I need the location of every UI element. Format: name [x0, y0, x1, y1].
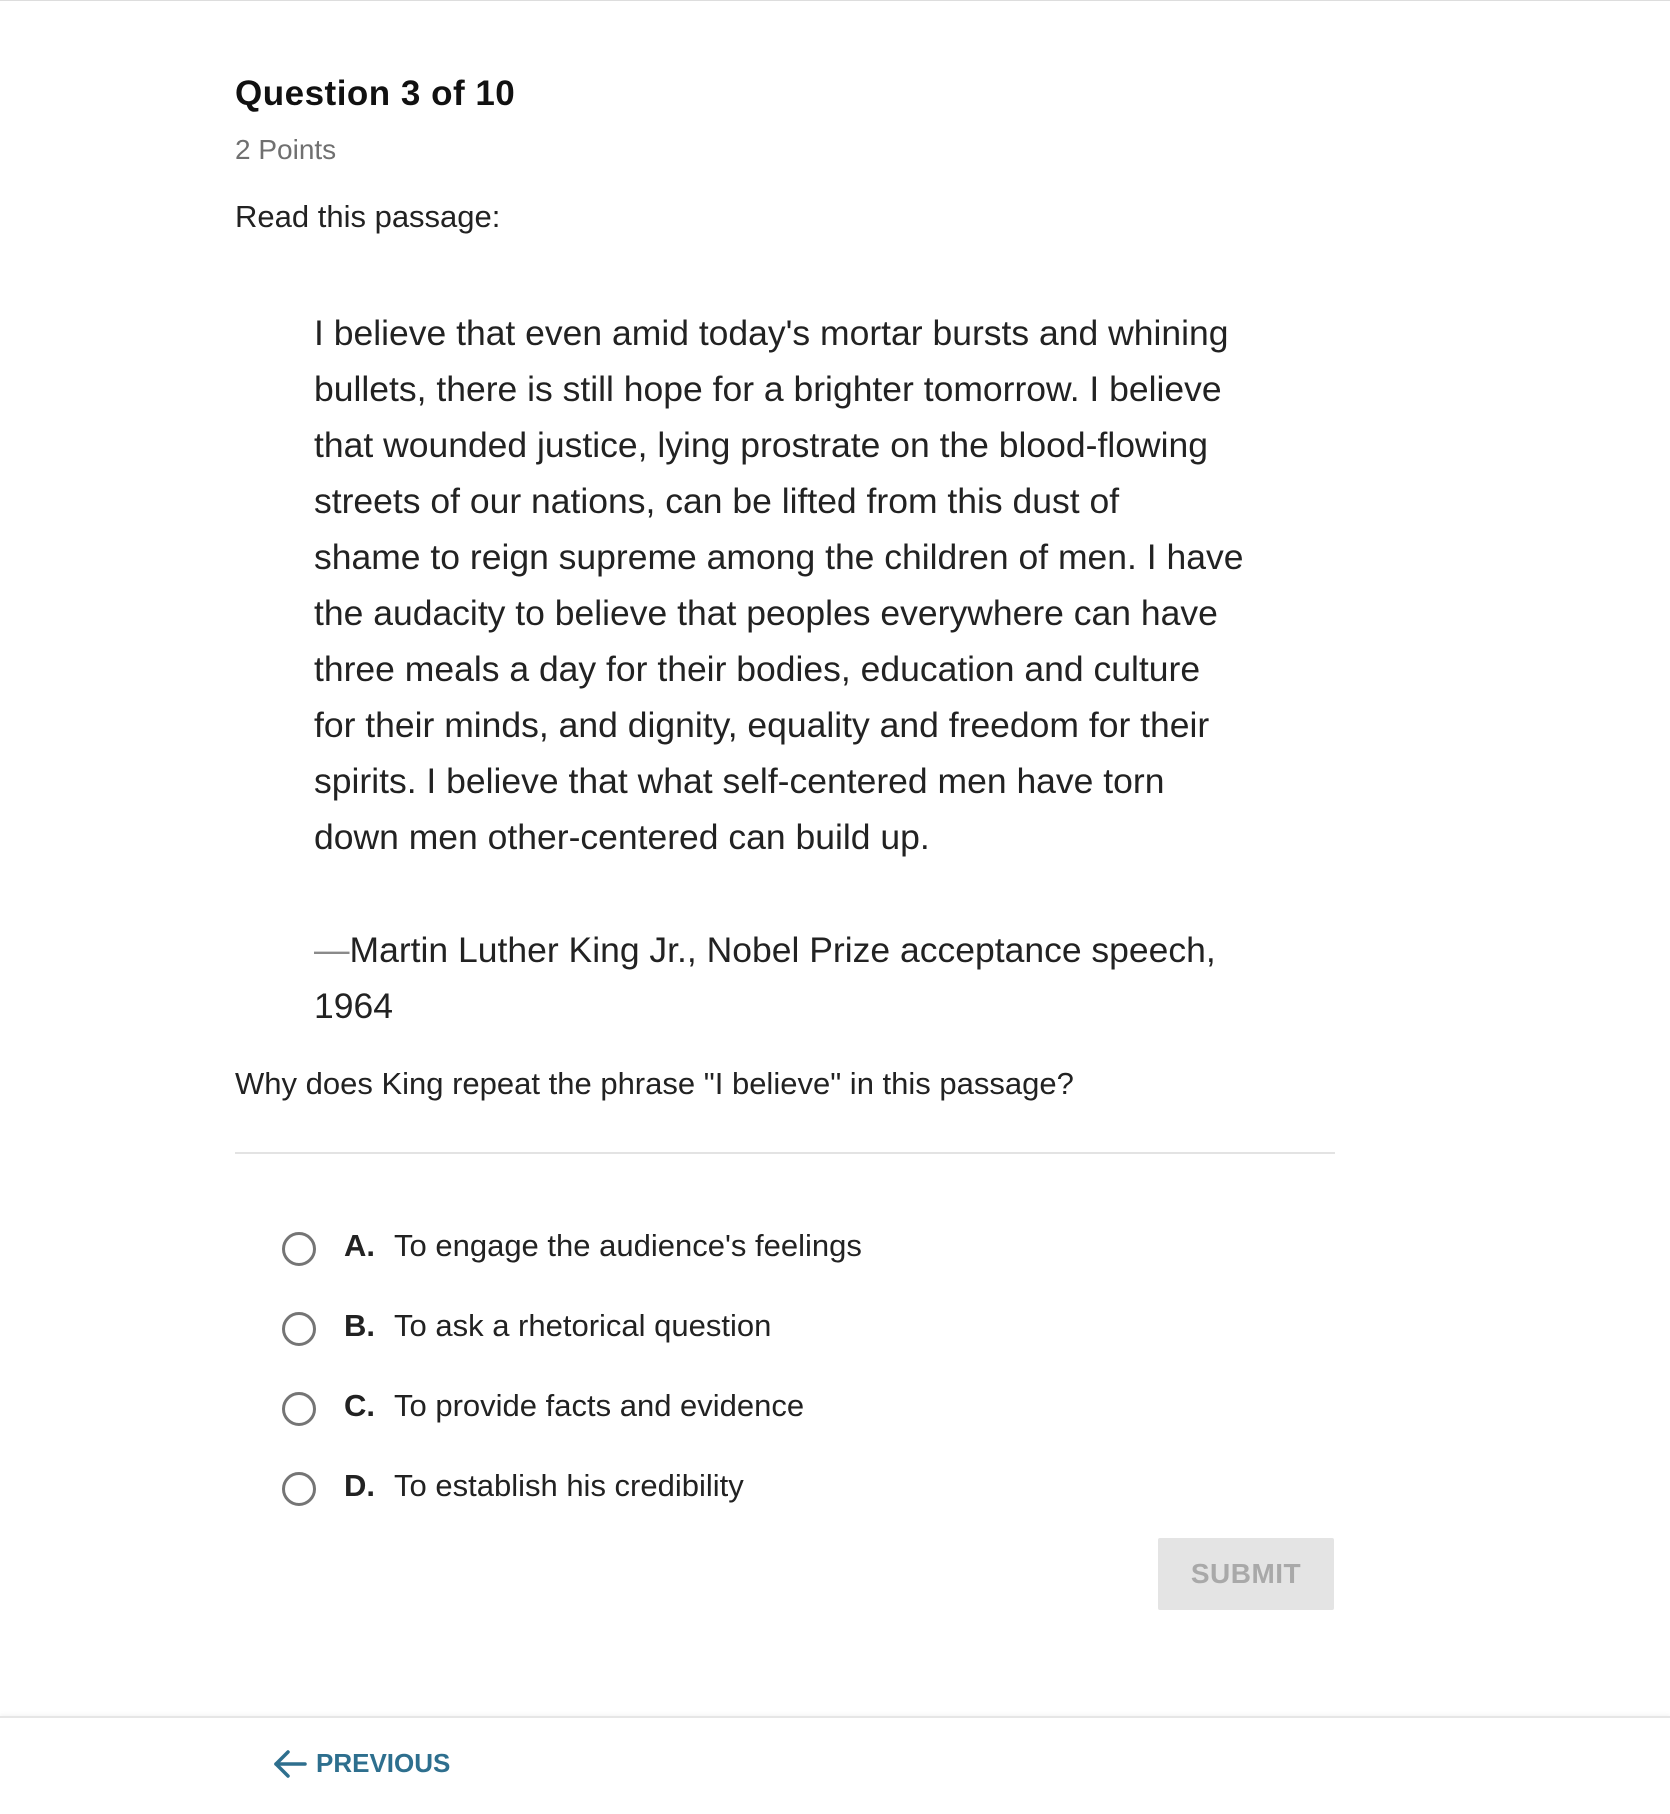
attribution-source: Martin Luther King Jr., Nobel Prize acceptance speech,: [349, 930, 1216, 970]
option-text[interactable]: To establish his credibility: [394, 1468, 744, 1503]
option-d[interactable]: [282, 1446, 1282, 1526]
option-letter: A.: [344, 1228, 375, 1263]
attribution-year: 1964: [314, 986, 393, 1026]
top-border: [0, 0, 1670, 1]
divider: [235, 1152, 1335, 1154]
option-c[interactable]: [282, 1366, 1282, 1446]
attribution-line: [314, 922, 1254, 978]
answer-options: [282, 1206, 1282, 1526]
option-text[interactable]: To engage the audience's feelings: [394, 1228, 862, 1263]
option-b[interactable]: [282, 1286, 1282, 1366]
radio-button[interactable]: [282, 1472, 316, 1506]
arrow-left-icon: [272, 1749, 308, 1779]
option-a[interactable]: [282, 1206, 1282, 1286]
passage-line: streets of our nations, can be lifted from this dust of: [314, 481, 1120, 521]
option-letter: D.: [344, 1468, 375, 1503]
passage-prompt: Read this passage:: [235, 199, 501, 234]
passage-line: down men other-centered can build up.: [314, 817, 930, 857]
footer-nav: [0, 1716, 1670, 1814]
passage-line: the audacity to believe that peoples everywhere can have: [314, 593, 1218, 633]
attribution-dash: —: [314, 930, 350, 970]
radio-button[interactable]: [282, 1392, 316, 1426]
submit-button[interactable]: SUBMIT: [1158, 1538, 1334, 1610]
passage-line: three meals a day for their bodies, education and culture: [314, 649, 1201, 689]
option-text[interactable]: To provide facts and evidence: [394, 1388, 805, 1423]
previous-button[interactable]: [272, 1748, 450, 1779]
passage-line: spirits. I believe that what self-centered men have torn: [314, 761, 1165, 801]
passage-line: bullets, there is still hope for a brighter tomorrow. I believe: [314, 369, 1222, 409]
option-letter: B.: [344, 1308, 375, 1343]
radio-button[interactable]: [282, 1312, 316, 1346]
passage-attribution: [314, 922, 1254, 1034]
passage-line: for their minds, and dignity, equality and freedom for their: [314, 705, 1210, 745]
question-text: Why does King repeat the phrase "I believe" in this passage?: [235, 1066, 1074, 1101]
option-letter: C.: [344, 1388, 375, 1423]
passage-quote: [314, 305, 1254, 865]
question-title: Question 3 of 10: [235, 74, 516, 113]
passage-line: I believe that even amid today's mortar bursts and whining: [314, 313, 1229, 353]
radio-button[interactable]: [282, 1232, 316, 1266]
passage-line: shame to reign supreme among the children of men. I have: [314, 537, 1244, 577]
passage-line: that wounded justice, lying prostrate on the blood-flowing: [314, 425, 1208, 465]
option-text[interactable]: To ask a rhetorical question: [394, 1308, 772, 1343]
points-label: 2 Points: [235, 134, 337, 165]
previous-label: PREVIOUS: [316, 1748, 451, 1778]
